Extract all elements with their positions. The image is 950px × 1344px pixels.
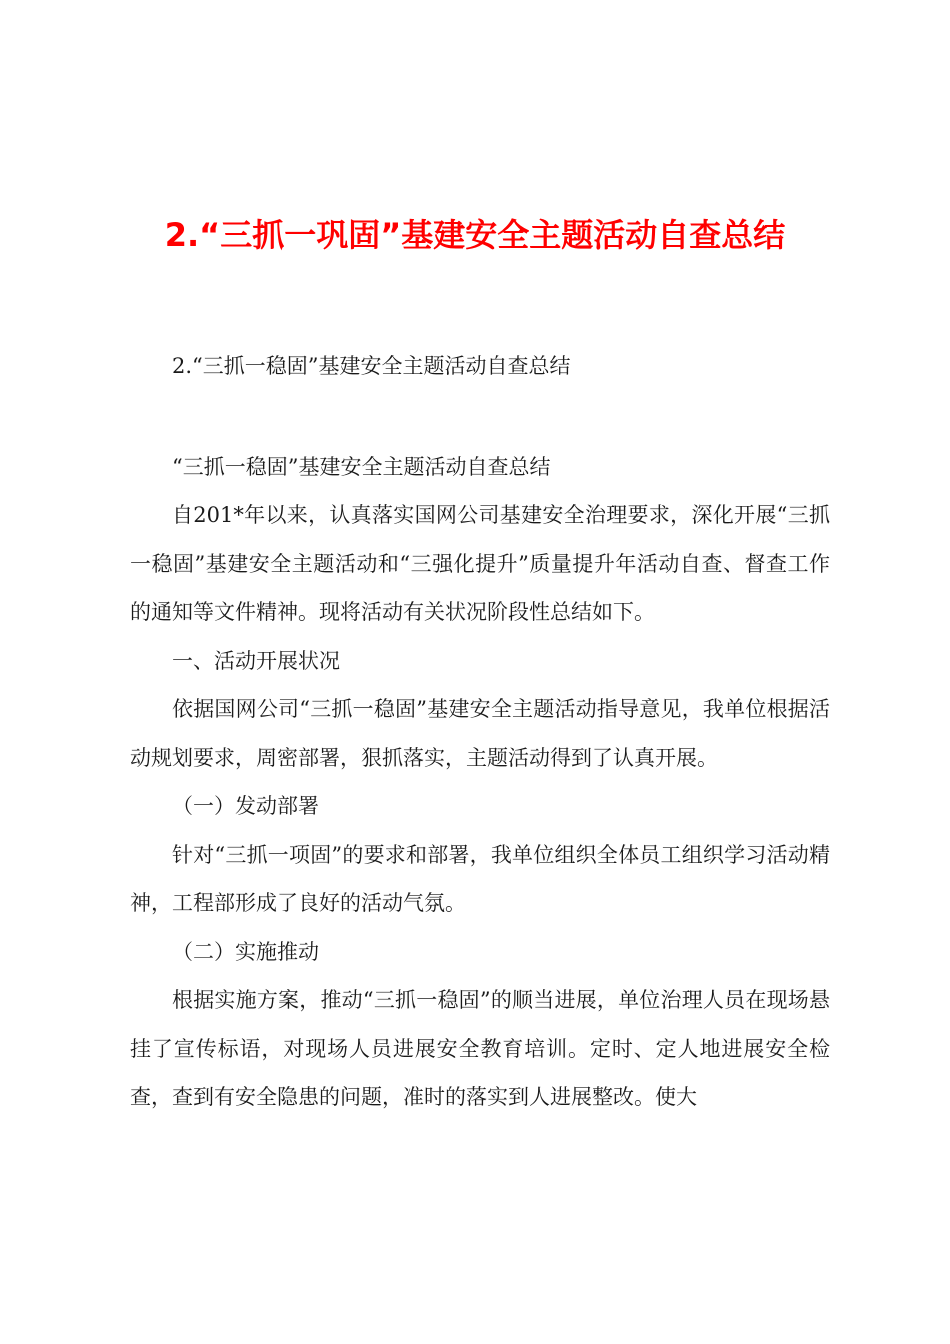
section-heading-activities: 一、活动开展状况 [172,648,340,673]
activities-paragraph: 依据国网公司“三抓一稳固”基建安全主题活动指导意见，我单位根据活动规划要求，周密部署，狠抓落实，主题活动得到了认真开展。 [130,697,830,770]
section-heading: “三抓一稳固”基建安全主题活动自查总结 [172,454,551,479]
subsection-heading-mobilize: （一）发动部署 [172,794,319,818]
document-title: 2.“三抓一巩固”基建安全主题活动自查总结 [164,216,786,254]
subsection-heading-implement: （二）实施推动 [172,939,319,964]
subtitle-paragraph: 2.“三抓一稳固”基建安全主题活动自查总结 [172,354,571,378]
intro-paragraph: 自201*年以来，认真落实国网公司基建安全治理要求，深化开展“三抓一稳固”基建安全主题活动和“三强化提升”质量提升年活动自查、督查工作的通知等文件精神。现将活动有关状况阶段性总结如下。 [130,503,830,624]
mobilize-paragraph: 针对“三抓一项固”的要求和部署，我单位组织全体员工组织学习活动精神，工程部形成了良好的活动气氛。 [130,842,830,915]
document-body [130,342,830,1122]
implement-paragraph: 根据实施方案，推动“三抓一稳固”的顺当进展，单位治理人员在现场悬挂了宣传标语，对现场人员进展安全教育培训。定时、定人地进展安全检查，查到有安全隐患的问题，准时的落实到人进展整改。使大 [130,988,830,1109]
